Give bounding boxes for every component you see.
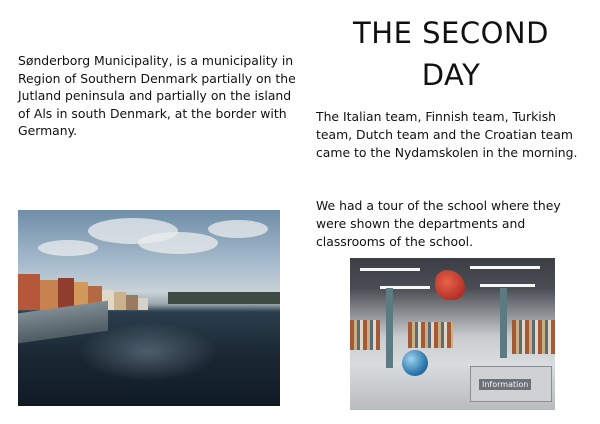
paragraph-tour: We had a tour of the school where they were shown the departments and classrooms of the school. <box>316 198 561 249</box>
harbour-photo <box>18 210 280 406</box>
dragon-decoration <box>435 270 465 300</box>
information-sign: Information <box>479 379 531 390</box>
paragraph-teams: The Italian team, Finnish team, Turkish team, Dutch team and the Croatian team came to the Nydamskolen in the morning. <box>316 109 578 160</box>
page-title: THE SECOND DAY <box>353 16 549 92</box>
information-desk <box>470 366 552 402</box>
library-photo <box>350 258 555 410</box>
intro-text: Sønderborg Municipality, is a municipality in Region of Southern Denmark partially on the Jutland peninsula and partially on the island of Als in south Denmark, at the border with Germany. <box>18 53 296 138</box>
globe-icon <box>402 350 428 376</box>
intro-column <box>18 52 296 140</box>
